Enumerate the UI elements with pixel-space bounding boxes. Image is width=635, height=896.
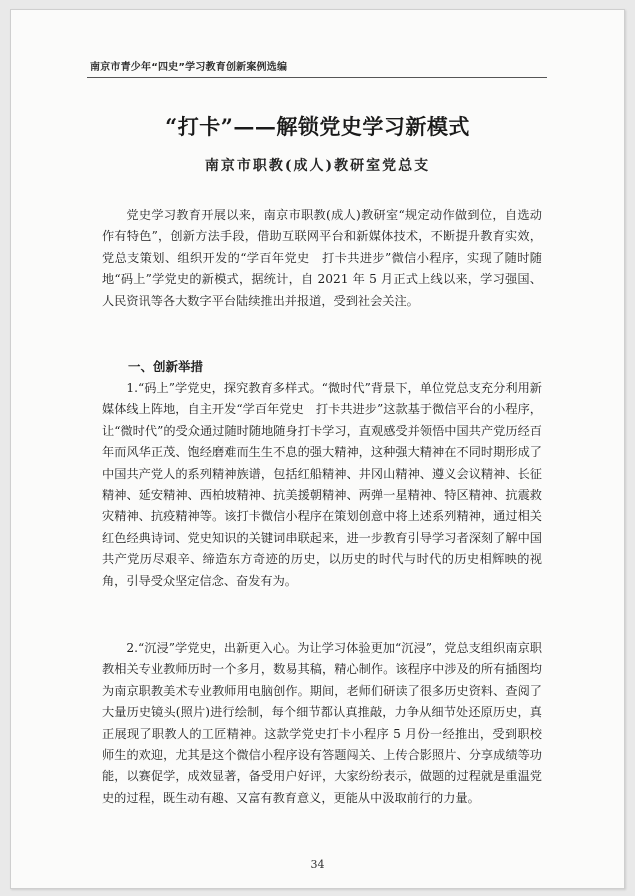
page-number: 34: [310, 858, 325, 871]
document-page: [10, 9, 625, 889]
article-title: “打卡”——解锁党史学习新模式: [165, 114, 470, 139]
body-paragraph-2: 2.“沉浸”学党史，出新更入心。为让学习体验更加“沉浸”，党总支组织南京职教相关专业教师历时一个多月，数易其稿，精心制作。该程序中涉及的所有插图均为南京职教美术专业教师用电脑创作。期间，老师们研读了很多历史资料、查阅了大量历史镜头(照片)进行绘制，每个细节都认真推敲，力争从细节处还原历史，真正展现了职教人的工匠精神。这款学党史打卡小程序 5 月份一经推出，受到职校师生的欢迎，尤其是这个微信小程序设有答题闯关、上传合影照片、分享成绩等功能，以赛促学，成效显著，备受用户好评，大家纷纷表示，做题的过程就是重温党史的过程，既生动有趣、又富有教育意义，更能从中汲取前行的力量。: [102, 641, 542, 805]
running-header: 南京市青少年“四史”学习教育创新案例选编: [90, 62, 288, 73]
intro-paragraph: 党史学习教育开展以来，南京市职教(成人)教研室“规定动作做到位，自选动作有特色”，创新方法手段，借助互联网平台和新媒体技术，不断提升教育实效，党总支策划、组织开发的“学百年党史 打卡共进步”微信小程序，实现了随时随地“码上”学党史的新模式，据统计，自 2021 年 5 月正式上线以来，学习强国、人民资讯等各大数字平台陆续推出并报道，受到社会关注。: [102, 208, 542, 308]
section-heading: 一、创新举措: [128, 359, 204, 374]
article-author: 南京市职教(成人)教研室党总支: [204, 158, 431, 174]
header-divider: [87, 77, 547, 78]
body-paragraph-1: 1.“码上”学党史，探究教育多样式。“微时代”背景下，单位党总支充分利用新媒体线上阵地，自主开发“学百年党史 打卡共进步”这款基于微信平台的小程序，让“微时代”的受众通过随时随地随身打卡学习，直观感受并领悟中国共产党历经百年而风华正茂、饱经磨难而生生不息的强大精神，这种强大精神在不同时期形成了中国共产党人的系列精神族谱，包括红船精神、井冈山精神、遵义会议精神、长征精神、延安精神、西柏坡精神、抗美援朝精神、两弹一星精神、特区精神、抗震救灾精神、抗疫精神等。该打卡微信小程序在策划创意中将上述系列精神，通过相关红色经典诗词、党史知识的关键词串联起来，进一步教育引导学习者深刻了解中国共产党历尽艰辛、缔造东方奇迹的历史，以历史的时代与时代的历史相辉映的视角，引导受众坚定信念、奋发有为。: [102, 381, 542, 588]
